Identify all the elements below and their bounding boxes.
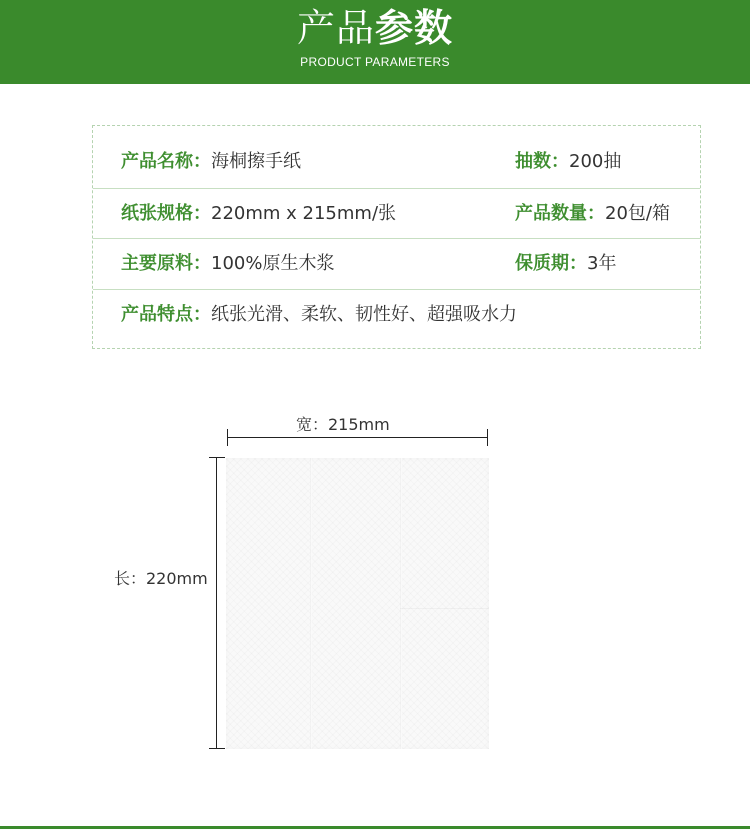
- param-label: 保质期：: [515, 253, 587, 274]
- width-dimension-tick-left: [227, 429, 228, 446]
- length-dimension-label: 长：220mm: [114, 569, 208, 588]
- param-value: 200抽: [569, 151, 622, 172]
- header-banner: [0, 0, 750, 84]
- param-row: [93, 188, 700, 238]
- param-cell: [121, 138, 301, 186]
- page-subtitle: PRODUCT PARAMETERS: [300, 55, 450, 69]
- param-value: 100%原生木浆: [211, 253, 335, 274]
- param-label: 抽数：: [515, 151, 569, 172]
- towel-fold-line: [400, 608, 489, 609]
- param-value: 纸张光滑、柔软、韧性好、超强吸水力: [211, 304, 517, 325]
- page-title-bold: 参数: [375, 6, 454, 50]
- towel-fold-line: [400, 458, 402, 749]
- width-dimension-label: 宽：215mm: [296, 415, 390, 434]
- towel-fold-line: [310, 458, 312, 749]
- param-value: 海桐擦手纸: [211, 151, 301, 172]
- param-value: 20包/箱: [605, 203, 670, 224]
- param-cell: [515, 189, 670, 239]
- param-cell: [515, 138, 621, 186]
- param-row: [93, 289, 700, 339]
- length-dimension-tick-bottom: [209, 748, 225, 749]
- param-label: 主要原料：: [121, 253, 211, 274]
- page-title-light: 产品: [296, 6, 375, 50]
- width-dimension-tick-right: [487, 429, 488, 446]
- page-title: [0, 6, 750, 50]
- width-dimension-line: [227, 437, 487, 438]
- length-dimension-tick-top: [209, 457, 225, 458]
- param-row: [93, 138, 700, 188]
- param-value: 220mm x 215mm/张: [211, 203, 397, 224]
- param-value: 3年: [587, 253, 617, 274]
- param-label: 产品名称：: [121, 151, 211, 172]
- parameters-table: [92, 125, 701, 349]
- param-cell: [515, 239, 616, 289]
- param-label: 纸张规格：: [121, 203, 211, 224]
- param-label: 产品数量：: [515, 203, 605, 224]
- param-cell: [121, 189, 396, 239]
- param-row: [93, 238, 700, 288]
- param-cell: [121, 239, 334, 289]
- length-dimension-line: [216, 457, 217, 748]
- param-label: 产品特点：: [121, 304, 211, 325]
- paper-towel-image: [226, 458, 489, 749]
- param-cell: [121, 290, 517, 340]
